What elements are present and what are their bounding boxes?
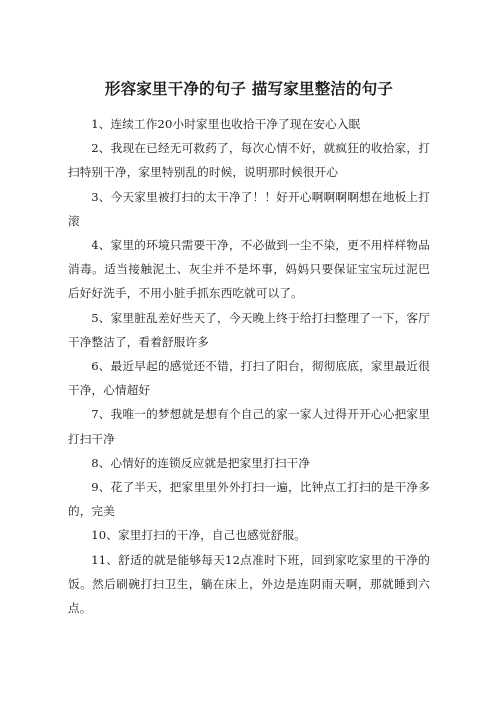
paragraph-7: 7、我唯一的梦想就是想有个自己的家一家人过得开开心心把家里打扫干净 bbox=[68, 407, 430, 446]
paragraph-8: 8、心情好的连锁反应就是把家里打扫干净 bbox=[91, 455, 311, 470]
document-body bbox=[68, 112, 430, 620]
paragraph-10: 10、家里打扫的干净，自己也感觉舒服。 bbox=[91, 528, 306, 543]
paragraph-4: 4、家里的环境只需要干净，不必做到一尘不染，更不用样样物品消毒。适当接触泥土、灰尘并不是坏事，妈妈只要保证宝宝玩过泥巴后好好洗手，不用小脏手抓东西吃就可以了。 bbox=[68, 238, 430, 301]
paragraph-2: 2、我现在已经无可救药了，每次心情不好，就疯狂的收拾家，打扫特别干净，家里特别乱的时候，说明那时候很开心 bbox=[68, 141, 430, 180]
paragraph-9: 9、花了半天，把家里里外外打扫一遍，比钟点工打扫的是干净多的，完美 bbox=[68, 480, 430, 519]
paragraph-5: 5、家里脏乱差好些天了，今天晚上终于给打扫整理了一下，客厅干净整洁了，看着舒服许多 bbox=[68, 310, 430, 349]
paragraph-3: 3、今天家里被打扫的太干净了！！好开心啊啊啊啊想在地板上打滚 bbox=[68, 189, 430, 228]
paragraph-1: 1、连续工作20小时家里也收拾干净了现在安心入眠 bbox=[91, 117, 361, 131]
paragraph-6: 6、最近早起的感觉还不错，打扫了阳台，彻彻底底，家里最近很干净，心情超好 bbox=[68, 359, 430, 398]
paragraph-11: 11、舒适的就是能够每天12点准时下班，回到家吃家里的干净的饭。然后刷碗打扫卫生，躺在床上，外边是连阴雨天啊，那就睡到六点。 bbox=[68, 552, 430, 616]
document-title: 形容家里干净的句子 描写家里整洁的句子 bbox=[104, 80, 394, 98]
